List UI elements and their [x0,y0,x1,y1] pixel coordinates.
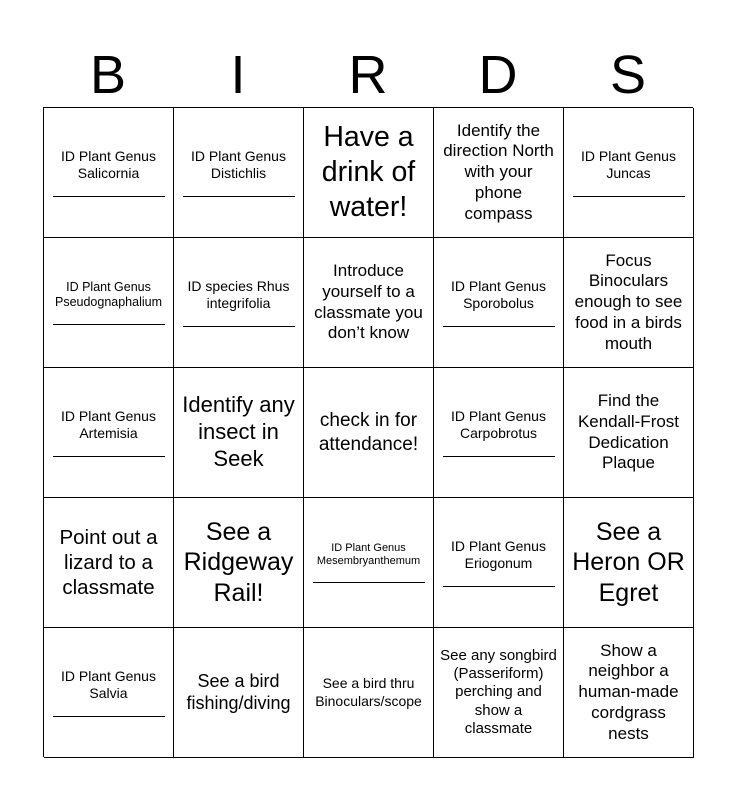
header-letter-i: I [230,45,246,105]
answer-line [53,456,165,457]
cell-text: See a Heron OR Egret [572,517,685,607]
cell-text: Identify the direction North with your phone compass [443,120,554,223]
answer-line [183,196,295,197]
bingo-cell[interactable] [434,368,564,498]
bingo-cell[interactable] [434,628,564,758]
cell-text: See a bird fishing/diving [186,670,291,713]
bingo-cell[interactable] [434,238,564,368]
bingo-cell[interactable] [564,628,694,758]
cell-text: ID species Rhus integrifolia [187,277,290,311]
cell-text: Identify any insect in Seek [182,392,295,471]
bingo-cell[interactable] [304,238,434,368]
cell-text: Introduce yourself to a classmate you don’t know [314,261,423,343]
header-letter-s: S [609,45,647,105]
cell-text: Have a drink of water! [321,121,416,223]
bingo-cell[interactable] [44,108,174,238]
bingo-cell[interactable] [434,498,564,628]
answer-line [443,586,555,587]
cell-text: ID Plant Genus Eriogonum [451,537,546,571]
cell-text: Find the Kendall-Frost Dedication Plaque [577,391,680,473]
cell-text: ID Plant Genus Carpobrotus [451,407,546,441]
bingo-cell[interactable] [44,498,174,628]
answer-line [443,456,555,457]
bingo-cell[interactable] [44,628,174,758]
bingo-cell[interactable] [564,108,694,238]
bingo-header [43,42,693,108]
cell-text: ID Plant Genus Sporobolus [451,277,546,311]
cell-text: ID Plant Genus Artemisia [61,407,156,441]
bingo-cell[interactable] [564,238,694,368]
bingo-cell[interactable] [304,108,434,238]
cell-text: Show a neighbor a human-made cordgrass nests [578,640,679,743]
header-letter-r: R [348,45,388,105]
cell-text: Point out a lizard to a classmate [59,526,158,599]
cell-text: ID Plant Genus Mesembryanthemum [316,541,421,567]
answer-line [183,326,295,327]
cell-text: ID Plant Genus Pseudognaphalium [54,279,163,309]
bingo-cell[interactable] [174,628,304,758]
bingo-cell[interactable] [564,498,694,628]
answer-line [443,326,555,327]
cell-text: ID Plant Genus Juncas [581,147,676,181]
cell-text: check in for attendance! [318,410,419,455]
bingo-cell[interactable] [304,368,434,498]
bingo-cell[interactable] [434,108,564,238]
bingo-cell[interactable] [174,498,304,628]
bingo-cell[interactable] [304,498,434,628]
answer-line [53,324,165,325]
cell-text: ID Plant Genus Distichlis [191,147,286,181]
header-letter-d: D [478,45,518,105]
cell-text: See a Ridgeway Rail! [183,517,294,607]
bingo-cell[interactable] [174,368,304,498]
answer-line [53,196,165,197]
bingo-cell[interactable] [44,368,174,498]
bingo-cell[interactable] [174,238,304,368]
bingo-cell[interactable] [174,108,304,238]
answer-line [573,196,685,197]
answer-line [53,716,165,717]
header-letter-b: B [89,45,127,105]
bingo-grid [43,107,693,757]
cell-text: See a bird thru Binoculars/scope [315,675,422,709]
answer-line [313,582,425,583]
cell-text: Focus Binoculars enough to see food in a birds mouth [574,250,683,353]
bingo-cell[interactable] [564,368,694,498]
cell-text: ID Plant Genus Salicornia [61,147,156,181]
bingo-cell[interactable] [44,238,174,368]
cell-text: ID Plant Genus Salvia [61,667,156,701]
cell-text: See any songbird (Passeriform) perching and show a classmate [440,646,557,737]
bingo-cell[interactable] [304,628,434,758]
